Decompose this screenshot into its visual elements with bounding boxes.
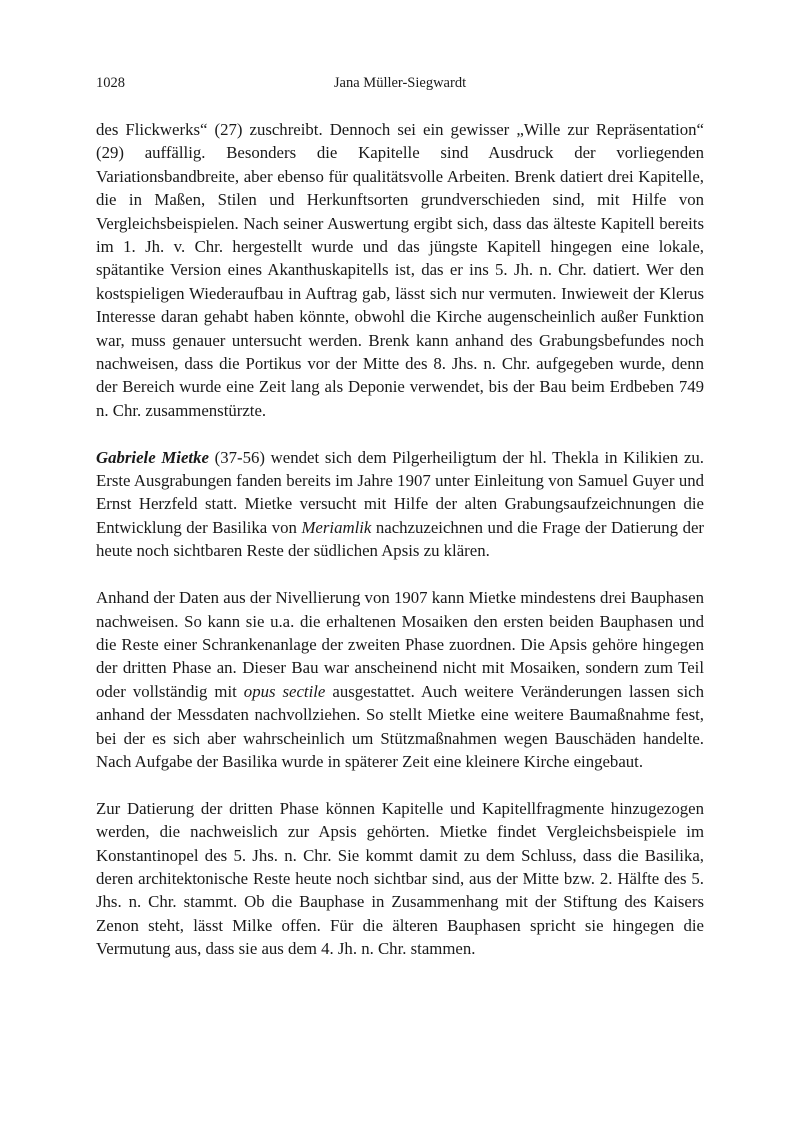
place-name: Meriamlik xyxy=(301,517,372,537)
paragraph-3-text-2: ausgestattet. Auch weitere Veränderungen lassen sich anhand der Messdaten nachvollziehen. So stellt Mietke eine weitere Baumaßnahme fest, bei der es sich aber wahrscheinlich um Stützmaßnahmen wegen Bauschäden handelte. Nach Aufgabe der Basilika wurde in späterer Zeit eine kleinere Kirche eingebaut. xyxy=(96,681,704,771)
paragraph-2 xyxy=(96,446,704,563)
running-header xyxy=(96,72,704,94)
page-number: 1028 xyxy=(96,75,125,91)
paragraph-2-text-2: nachzuzeichnen und die Frage der Datierung der heute noch sichtbaren Reste der südlichen Apsis zu klären. xyxy=(96,517,704,561)
author-name: Gabriele Mietke xyxy=(96,447,209,467)
paragraph-2-text-1: (37-56) wendet sich dem Pilgerheiligtum der hl. Thekla in Kilikien zu. Erste Ausgrabungen fanden bereits im Jahre 1907 unter Einleitung von Samuel Guyer und Ernst Herzfeld statt. Mietke versucht mit Hilfe der alten Grabungsaufzeichnungen die Entwicklung der Basilika von xyxy=(96,447,704,537)
paragraph-4 xyxy=(96,797,704,961)
paragraph-3 xyxy=(96,586,704,773)
running-title: Jana Müller-Siegwardt xyxy=(333,75,467,91)
page xyxy=(96,72,704,984)
body-text xyxy=(96,118,704,961)
paragraph-3-text-1: Anhand der Daten aus der Nivellierung von 1907 kann Mietke mindestens drei Bauphasen nachweisen. So kann sie u.a. die erhaltenen Mosaiken den ersten beiden Bauphasen und die Reste einer Schrankenanlage der zweiten Phase zuordnen. Die Apsis gehöre hingegen der dritten Phase an. Dieser Bau war anscheinend nicht mit Mosaiken, sondern zum Teil oder vollständig mit xyxy=(96,588,704,701)
paragraph-1-text: des Flickwerks“ (27) zuschreibt. Dennoch sei ein gewisser „Wille zur Repräsentation“ (29) auffällig. Besonders die Kapitelle sind Ausdruck der vorliegenden Variationsbandbreite, aber ebenso für qualitätsvolle Arbeiten. Brenk datiert drei Kapitelle, die in Maßen, Stilen und Herkunftsorten grundverschieden sind, mit Hilfe von Vergleichsbeispielen. Nach seiner Auswertung ergibt sich, dass das älteste Kapitell bereits im 1. Jh. v. Chr. hergestellt wurde und das jüngste Kapitell hingegen eine lokale, spätantike Version eines Akanthuskapitells ist, das er ins 5. Jh. n. Chr. datiert. Wer den kostspieligen Wiederaufbau in Auftrag gab, lässt sich nur vermuten. Inwieweit der Klerus Interesse daran gehabt haben könnte, obwohl die Kirche augenscheinlich außer Funktion war, muss genauer untersucht werden. Brenk kann anhand des Grabungsbefundes noch nachweisen, dass die Portikus vor der Mitte des 8. Jhs. n. Chr. aufgegeben wurde, denn der Bereich wurde eine Zeit lang als Deponie verwendet, bis der Bau beim Erdbeben 749 n. Chr. zusammenstürzte. xyxy=(96,120,704,420)
paragraph-4-text: Zur Datierung der dritten Phase können Kapitelle und Kapitellfragmente hinzugezogen werden, die nachweislich zur Apsis gehörten. Mietke findet Vergleichsbeispiele im Konstantinopel des 5. Jhs. n. Chr. Sie kommt damit zu dem Schluss, dass die Basilika, deren architektonische Reste heute noch sichtbar sind, aus der Mitte bzw. 2. Hälfte des 5. Jhs. n. Chr. stammt. Ob die Bauphase in Zusammenhang mit der Stiftung des Kaisers Zenon steht, lässt Milke offen. Für die älteren Bauphasen spricht sie hingegen die Vermutung aus, dass sie aus dem 4. Jh. n. Chr. stammen. xyxy=(96,798,704,959)
latin-term: opus sectile xyxy=(243,681,326,701)
paragraph-1 xyxy=(96,118,704,422)
